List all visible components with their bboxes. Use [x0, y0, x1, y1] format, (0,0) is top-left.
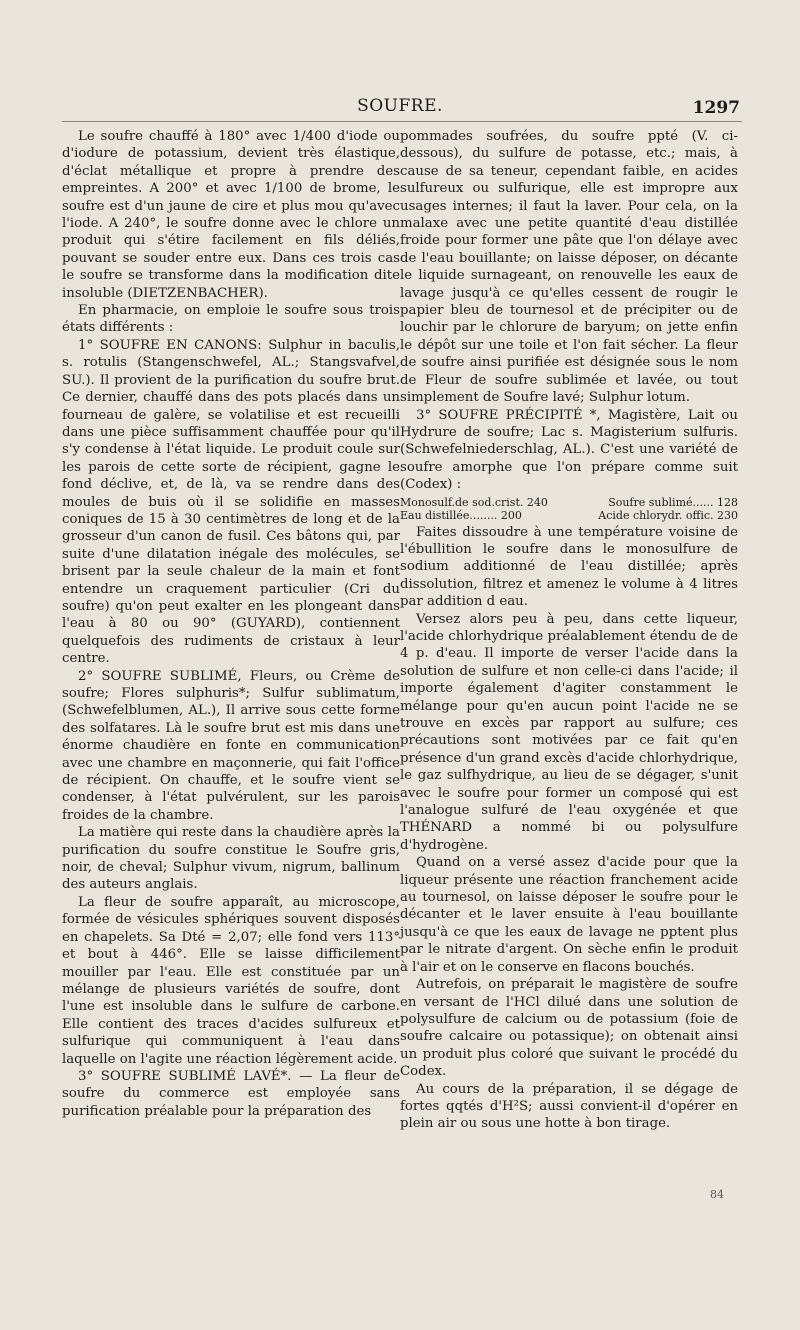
formula-cell: Acide chlorydr. offic. 230: [598, 508, 738, 522]
left-column: [62, 128, 400, 1120]
signature-mark: 84: [710, 1188, 724, 1201]
paragraph: Le soufre chauffé à 180° avec 1/400 d'iode ou d'iodure de potassium, devient très élastique, d'éclat métallique et propre à prendre des empreintes. A 200° et avec 1/100 de brome, le soufre est d'un jaune de cire et plus mou qu'avec l'iode. A 240°, le soufre donne avec le chlore un produit qui s'étire facilement en fils déliés, pouvant se souder entre eux. Dans ces trois cas le soufre se transforme dans la modification dite insoluble (DIETZENBACHER).: [62, 129, 400, 301]
paragraph: Au cours de la préparation, il se dégage de fortes qqtés d'H²S; aussi convient-il d'opérer en plein air ou sous une hotte à bon tirage.: [400, 1081, 738, 1132]
paragraph: En pharmacie, on emploie le soufre sous trois états différents :: [62, 303, 400, 336]
paragraph: La fleur de soufre apparaît, au microscope, formée de vésicules sphériques souvent disposés en chapelets. Sa Dté = 2,07; elle fond vers 113° et bout à 446°. Elle se laisse difficilement mouiller par l'eau. Elle est constituée par un mélange de plusieurs variétés de soufre, dont l'une est insoluble dans le sulfure de carbone. Elle contient des traces d'acides sulfureux et sulfurique qui communiquent à l'eau dans laquelle on l'agite une réaction légèrement acide.: [62, 894, 400, 1067]
formula-table: [400, 496, 738, 522]
paragraph: pommades soufrées, du soufre ppté (V. ci-dessous), du sulfure de potasse, etc.; mais, à cause de sa teneur, cependant faible, en acides sulfureux ou sulfurique, elle est impropre aux usages internes; il faut la laver. Pour cela, on la malaxe avec une petite quantité d'eau distillée froide pour former une pâte que l'on délaye avec de l'eau bouillante; on laisse déposer, on décante le liquide surnageant, on renouvelle les eaux de lavage jusqu'à ce qu'elles cessent de rougir le papier bleu de tournesol et de précipiter ou de louchir par le chlorure de baryum; on jette enfin le dépôt sur une toile et l'on fait sécher. La fleur de soufre ainsi purifiée est désignée sous le nom de Fleur de soufre sublimée et lavée, ou tout simplement de Soufre lavé; Sulphur lotum.: [400, 129, 738, 406]
paragraph: Faites dissoudre à une température voisine de l'ébullition le soufre dans le monosulfure de sodium additionné de l'eau distillée; après dissolution, filtrez et amenez le volume à 4 litres par addition d eau.: [400, 524, 738, 610]
formula-cell: Soufre sublimé...... 128: [608, 495, 738, 509]
paragraph: La matière qui reste dans la chaudière après la purification du soufre constitue le Soufre gris, noir, de cheval; Sulphur vivum, nigrum, ballinum des auteurs anglais.: [62, 825, 400, 893]
running-title: SOUFRE.: [357, 96, 443, 116]
header-rule: [62, 121, 742, 122]
formula-cell: Monosulf.de sod.crist. 240: [400, 495, 548, 509]
paragraph: 3° SOUFRE PRÉCIPITÉ *, Magistère, Lait ou Hydrure de soufre; Lac s. Magisterium sulfuris. (Schwefelniederschlag, AL.). C'est une variété de soufre amorphe que l'on prépare comme suit (Codex) :: [400, 407, 738, 493]
right-column: [400, 128, 738, 1133]
formula-cell: Eau distillée........ 200: [400, 508, 522, 522]
paragraph: Autrefois, on préparait le magistère de soufre en versant de l'HCl dilué dans une solution de polysulfure de calcium ou de potassium (foie de soufre calcaire ou potassique); on obtenait ainsi un produit plus coloré que suivant le procédé du Codex.: [400, 977, 738, 1080]
paragraph: 3° SOUFRE SUBLIMÉ LAVÉ*. — La fleur de soufre du commerce est employée sans purification préalable pour la préparation des: [62, 1068, 400, 1119]
paragraph: 2° SOUFRE SUBLIMÉ, Fleurs, ou Crème de soufre; Flores sulphuris*; Sulfur sublimatum, (Schwefelblumen, AL.), Il arrive sous cette forme des solfatares. Là le soufre brut est mis dans une énorme chaudière en fonte en communication avec une chambre en maçonnerie, qui fait l'office de récipient. On chauffe, et le soufre vient se condenser, à l'état pulvérulent, sur les parois froides de la chambre.: [62, 668, 400, 823]
page-number: 1297: [692, 98, 740, 118]
paragraph: Versez alors peu à peu, dans cette liqueur, l'acide chlorhydrique préalablement étendu de de 4 p. d'eau. Il importe de verser l'acide dans la solution de sulfure et non celle-ci dans l'acide; il importe également d'agiter constamment le mélange pour qu'en aucun point l'acide ne se trouve en excès par rapport au sulfure; ces précautions sont motivées par ce fait qu'en présence d'un grand excès d'acide chlorhydrique, le gaz sulfhydrique, au lieu de se dégager, s'unit avec le soufre pour former un composé qui est l'analogue sulfuré de l'eau oxygénée et que THÉNARD a nommé bi ou polysulfure d'hydrogène.: [400, 611, 738, 853]
paragraph: 1° SOUFRE EN CANONS: Sulphur in baculis, s. rotulis (Stangenschwefel, AL.; Stangsvafvel, SU.). Il provient de la purification du soufre brut. Ce dernier, chauffé dans des pots placés dans un fourneau de galère, se volatilise et est recueilli dans une pièce suffisamment chauffée pour qu'il s'y condense à l'état liquide. Le produit coule sur les parois de cette sorte de récipient, gagne le fond déclive, et, de là, va se rendre dans des moules de buis où il se solidifie en masses coniques de 15 à 30 centimètres de long et de la grosseur d'un canon de fusil. Ces bâtons qui, par suite d'une dilatation inégale des molécules, se brisent par la seule chaleur de la main et font entendre un craquement particulier (Cri du soufre) qu'on peut exalter en les plongeant dans l'eau à 80 ou 90° (GUYARD), contiennent quelquefois des rudiments de cristaux à leur centre.: [62, 337, 400, 667]
paragraph: Quand on a versé assez d'acide pour que la liqueur présente une réaction franchement acide au tournesol, on laisse déposer le soufre pour le décanter et le laver ensuite à l'eau bouillante jusqu'à ce que les eaux de lavage ne pptent plus par le nitrate d'argent. On sèche enfin le produit à l'air et on le conserve en flacons bouchés.: [400, 855, 738, 975]
